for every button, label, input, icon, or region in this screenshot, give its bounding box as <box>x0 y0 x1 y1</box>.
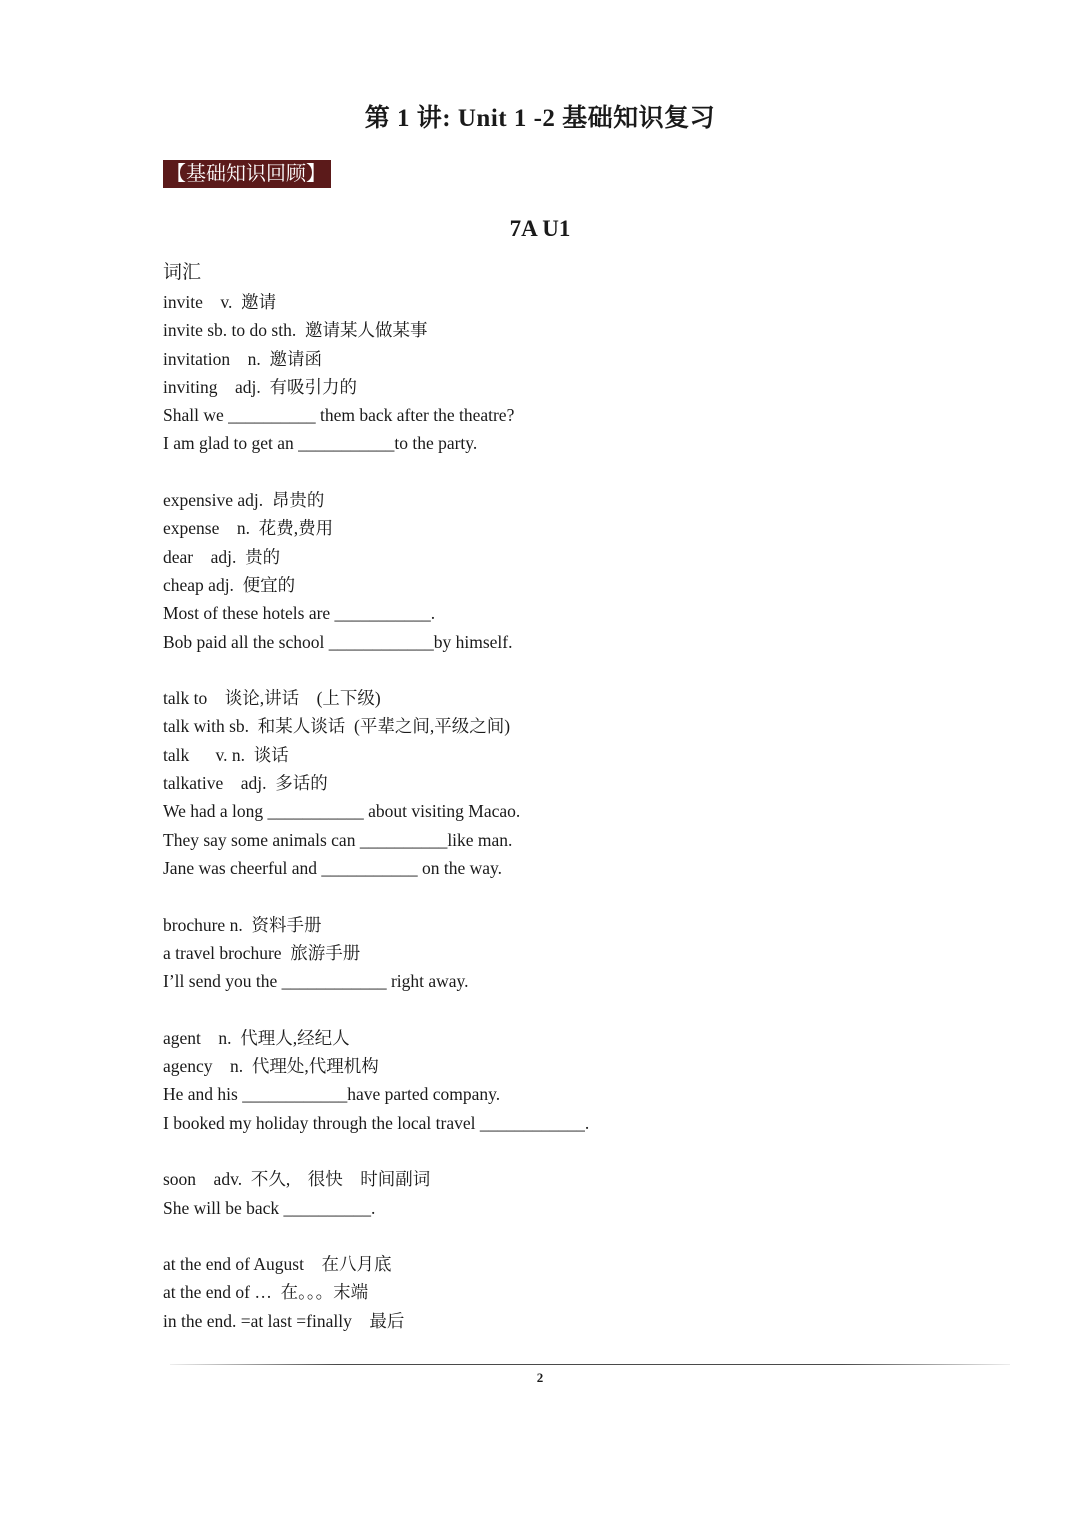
vocabulary-lines <box>163 288 963 1335</box>
vocabulary-line: Bob paid all the school ____________by himself. <box>163 631 513 652</box>
vocabulary-line: expense n. 花费,费用 <box>163 518 334 539</box>
vocabulary-line: agency n. 代理处,代理机构 <box>163 1056 379 1077</box>
vocabulary-line: dear adj. 贵的 <box>163 546 281 567</box>
vocabulary-line: I booked my holiday through the local travel ____________. <box>163 1112 590 1133</box>
vocabulary-line: Most of these hotels are ___________. <box>163 603 436 624</box>
vocabulary-line: They say some animals can __________like man. <box>163 829 513 850</box>
vocabulary-line: soon adv. 不久, 很快 时间副词 <box>163 1169 431 1190</box>
vocabulary-line: a travel brochure 旅游手册 <box>163 942 361 963</box>
footer-divider <box>170 1364 1010 1365</box>
vocabulary-line: at the end of August 在八月底 <box>163 1254 392 1275</box>
vocabulary-line: talk with sb. 和某人谈话 (平辈之间,平级之间) <box>163 716 511 737</box>
vocabulary-line: at the end of … 在。。。末端 <box>163 1282 369 1303</box>
blank-spacer <box>163 458 963 486</box>
blank-spacer <box>163 995 963 1023</box>
vocabulary-line: She will be back __________. <box>163 1197 376 1218</box>
vocabulary-line: agent n. 代理人,经纪人 <box>163 1027 350 1048</box>
vocabulary-line: invite sb. to do sth. 邀请某人做某事 <box>163 320 428 341</box>
vocabulary-line: Jane was cheerful and ___________ on the way. <box>163 857 503 878</box>
vocabulary-line: We had a long ___________ about visiting Macao. <box>163 801 521 822</box>
blank-spacer <box>163 656 963 684</box>
unit-title: 7A U1 <box>509 216 571 241</box>
page-number: 2 <box>536 1370 544 1385</box>
vocabulary-line: invite v. 邀请 <box>163 292 277 312</box>
vocabulary-line: He and his ____________have parted company. <box>163 1084 501 1105</box>
vocabulary-line: Shall we __________ them back after the theatre? <box>163 405 515 426</box>
vocabulary-line: I am glad to get an ___________to the party. <box>163 433 478 454</box>
vocabulary-line: talk to 谈论,讲话 (上下级) <box>163 688 381 709</box>
blank-spacer <box>163 882 963 910</box>
vocabulary-line: in the end. =at last =finally 最后 <box>163 1310 405 1331</box>
vocabulary-line: talkative adj. 多话的 <box>163 773 328 794</box>
vocabulary-line: I’ll send you the ____________ right away. <box>163 971 469 992</box>
vocabulary-line: brochure n. 资料手册 <box>163 914 322 935</box>
vocabulary-line: cheap adj. 便宜的 <box>163 574 296 595</box>
page-title: 第 1 讲: Unit 1 -2 基础知识复习 <box>364 105 716 132</box>
blank-spacer <box>163 1222 963 1250</box>
vocabulary-line: inviting adj. 有吸引力的 <box>163 376 357 397</box>
vocabulary-line: talk v. n. 谈话 <box>163 744 289 765</box>
section-tag: 【基础知识回顾】 <box>163 160 331 188</box>
vocabulary-line: invitation n. 邀请函 <box>163 348 322 369</box>
vocabulary-heading: 词汇 <box>163 262 202 283</box>
vocabulary-line: expensive adj. 昂贵的 <box>163 490 325 511</box>
vocabulary-content <box>163 258 963 1335</box>
blank-spacer <box>163 1137 963 1165</box>
